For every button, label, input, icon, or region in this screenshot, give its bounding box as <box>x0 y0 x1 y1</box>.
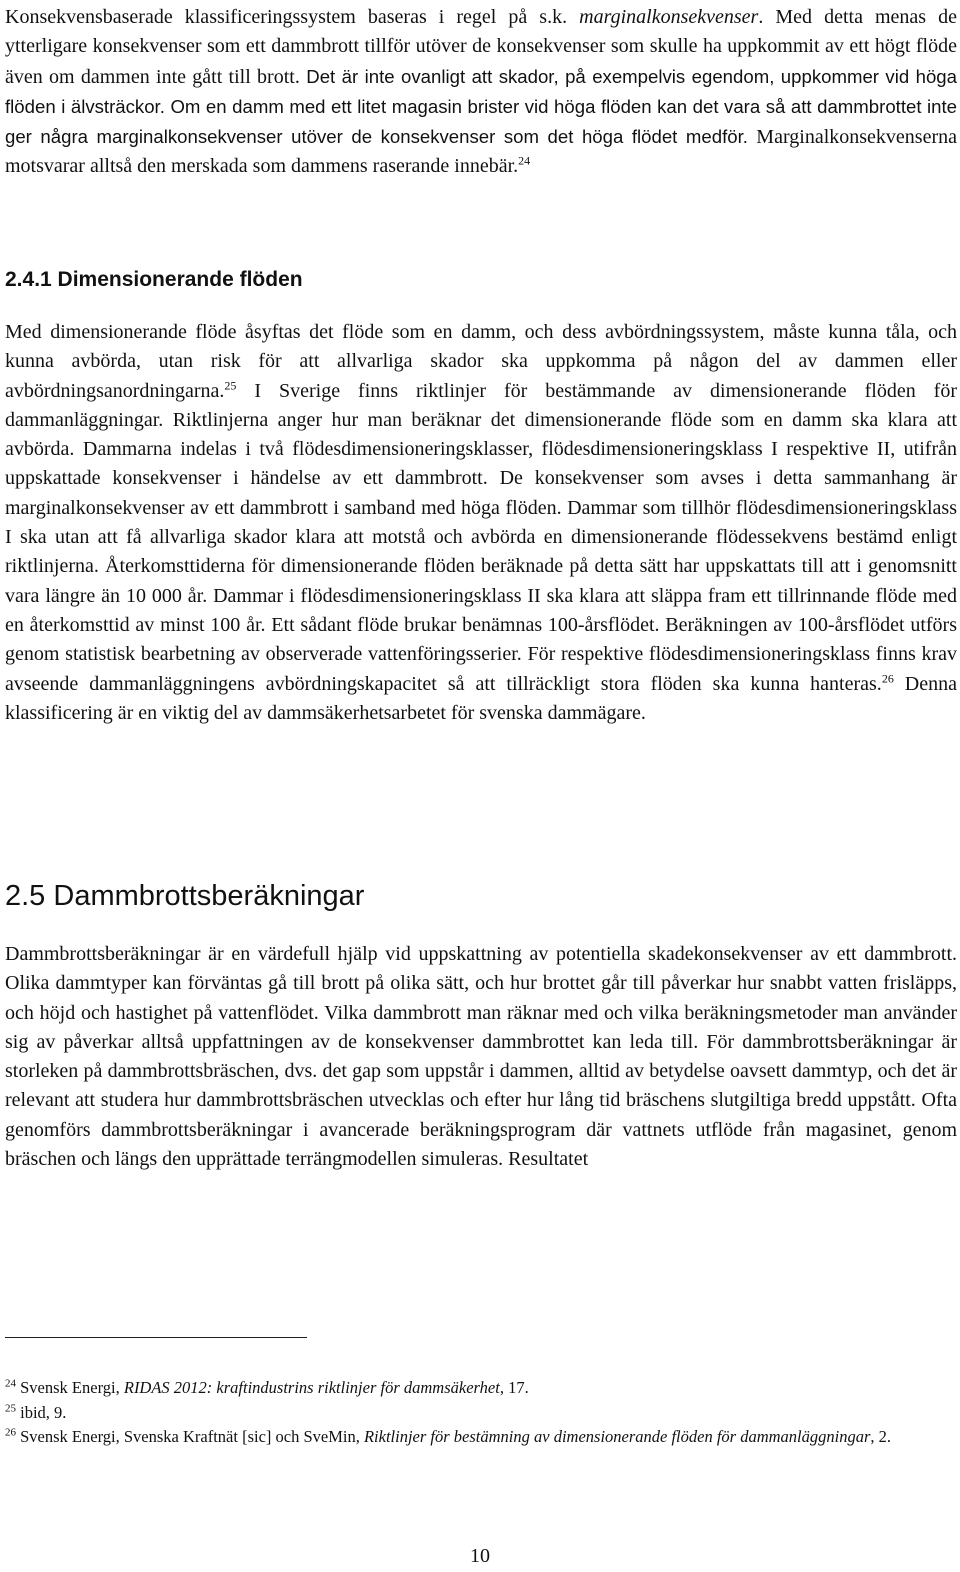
footnote-text: , 17. <box>499 1378 529 1397</box>
text-segment: I Sverige finns riktlinjer för bestämmande av dimensionerande flöden för dammanläggningar. Riktlinjerna anger hur man beräknar det dimensionerande flöde som en damm ska klara att avbörda. Dammarna indelas i två flödesdimensioneringsklasser, flödesdimensioneringsklass I respektive II, utifrån uppskattade konsekvenser i händelse av ett dammbrott. De konsekvenser som avses i detta sammanhang är marginalkonsekvenser av ett dammbrott i samband med höga flöden. Dammar som tillhör flödesdimensioneringsklass I ska utan att få allvarliga skador klara att motstå och avbörda en dimensionerande flödessekvens bestämd enligt riktlinjerna. Återkomsttiderna för dimensionerande flöden beräknade på detta sätt har uppskattats till att i genomsnitt vara längre än 10 000 år. Dammar i flödesdimensioneringsklass II ska klara att släppa fram ett tillrinnande flöde med en återkomsttid av minst 100 år. Ett sådant flöde brukar benämnas 100-årsflödet. Beräkningen av 100-årsflödet utförs genom statistisk bearbetning av observerade vattenföringsserier. För respektive flödesdimensioneringsklass finns krav avseende dammanläggningens avbördningskapacitet så att tillräckligt stora flöden ska kunna hanteras. <box>5 379 957 695</box>
footnote-text: , 2. <box>870 1427 892 1446</box>
footnote-26 <box>5 1425 957 1449</box>
section-heading-2-5: 2.5 Dammbrottsberäkningar <box>5 880 365 912</box>
text-segment-sans: Det är inte ovanligt att skador, på exempelvis egendom, uppkommer vid höga flöden i älvsträckor. <box>5 65 957 117</box>
text-segment: Konsekvensbaserade klassificeringssystem baseras i regel på s.k. <box>5 6 580 28</box>
footnote-number: 25 <box>5 1402 16 1415</box>
text-segment: . Med detta menas de ytterligare konsekvenser som ett dammbrott tillför utöver de konsekvenser som skulle ha uppkommit av ett högt flöde även om dammen inte gått till brott. <box>5 6 958 88</box>
page-number: 10 <box>470 1545 490 1567</box>
footnote-text: Svensk Energi, <box>16 1378 124 1397</box>
footnote-text: ibid, 9. <box>16 1403 67 1422</box>
footnote-title: Riktlinjer för bestämning av dimensionerande flöden för dammanläggningar <box>363 1427 871 1446</box>
text-segment-sans: Om en damm med ett litet magasin brister vid höga flöden kan det vara så att dammbrottet inte ger några marginalkonsekvenser utöver de konsekvenser som det höga flödet medför. <box>5 95 958 148</box>
paragraph-marginal-consequences <box>5 3 957 182</box>
footnote-title: RIDAS 2012: kraftindustrins riktlinjer för dammsäkerhet <box>123 1378 500 1397</box>
footnote-24 <box>5 1376 957 1400</box>
section-heading-2-4-1: 2.4.1 Dimensionerande flöden <box>5 268 303 291</box>
footnote-25 <box>5 1401 957 1425</box>
paragraph-dimensioning-flows <box>5 318 957 728</box>
footnote-number: 26 <box>5 1426 16 1439</box>
footnote-number: 24 <box>5 1377 16 1390</box>
footnote-ref[interactable]: 26 <box>881 670 894 685</box>
footnote-ref[interactable]: 25 <box>224 377 237 392</box>
paragraph-dam-break-calculations: Dammbrottsberäkningar är en värdefull hjälp vid uppskattning av potentiella skadekonsekvenser av ett dammbrott. Olika dammtyper kan förväntas gå till brott på olika sätt, och hur brottet går till påverkar hur snabbt vatten frisläpps, och höjd och hastighet på vattenflödet. Vilka dammbrott man räknar med och vilka beräkningsmetoder man använder sig av påverkar alltså uppfattningen av de konsekvenser dammbrottet kan leda till. För dammbrottsberäkningar är storleken på dammbrottsbräschen, dvs. det gap som uppstår i dammen, alltid av betydelse oavsett dammtyp, och det är relevant att studera hur dammbrottsbräschen utvecklas och efter hur lång tid bräschens slutgiltiga bredd uppstått. Ofta genomförs dammbrottsberäkningar i avancerade beräkningsprogram där vattnets utflöde från magasinet, genom bräschen och längs den upprättade terrängmodellen simuleras. Resultatet <box>5 943 957 1171</box>
footnote-ref[interactable]: 24 <box>518 153 531 168</box>
footnote-separator <box>5 1337 307 1338</box>
emphasis-term: marginalkonsekvenser <box>579 6 759 28</box>
text-segment: Marginalkonsekvenserna motsvarar alltså den merskada som dammens raserande innebär. <box>5 126 957 178</box>
footnote-text: Svensk Energi, Svenska Kraftnät [sic] och SveMin, <box>16 1427 364 1446</box>
text-segment: Med dimensionerande flöde åsyftas det flöde som en damm, och dess avbördningssystem, måste kunna tåla, och kunna avbörda, utan risk för att allvarliga skador ska uppkomma på någon del av dammen eller avbördningsanordningarna. <box>5 321 957 402</box>
text-segment: Denna klassificering är en viktig del av dammsäkerhetsarbetet för svenska dammägare. <box>5 672 957 724</box>
